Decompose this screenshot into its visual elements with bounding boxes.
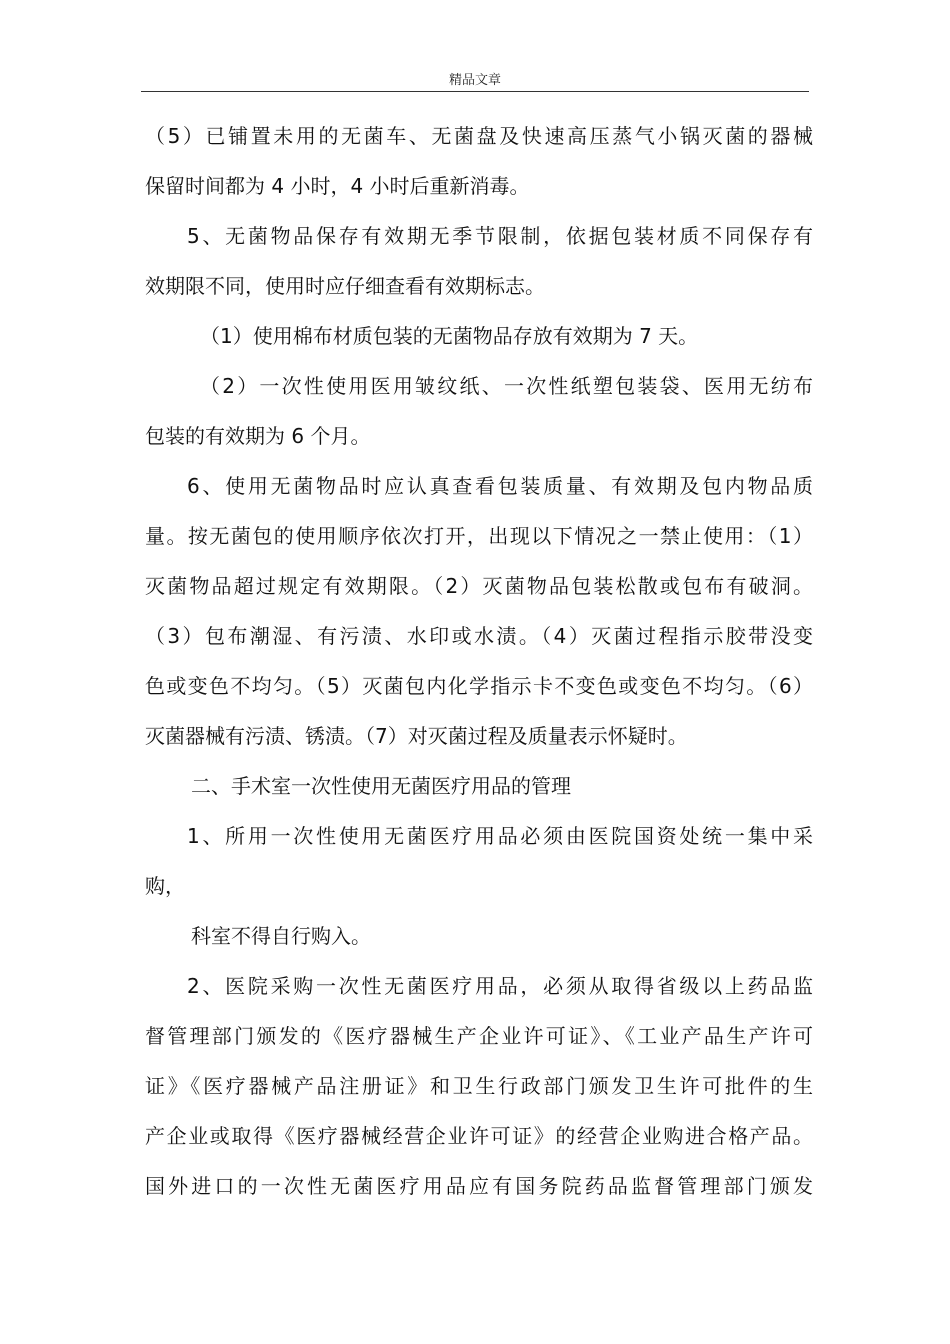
text-line: 产企业或取得《医疗器械经营企业许可证》的经营企业购进合格产品。: [145, 1124, 813, 1148]
section-heading: 二、手术室一次性使用无菌医疗用品的管理: [191, 774, 571, 798]
text-line: 2、医院采购一次性无菌医疗用品，必须从取得省级以上药品监: [187, 974, 813, 998]
page-header: 精品文章: [448, 73, 501, 88]
text-line: 证》《医疗器械产品注册证》和卫生行政部门颁发卫生许可批件的生: [145, 1074, 813, 1098]
text-line: （2）一次性使用医用皱纹纸、一次性纸塑包装袋、医用无纺布: [200, 374, 813, 398]
text-line: 科室不得自行购入。: [191, 924, 371, 948]
document-body: [145, 116, 813, 1216]
text-line: 色或变色不均匀。（5）灭菌包内化学指示卡不变色或变色不均匀。（6）: [145, 674, 813, 698]
text-line: （5）已铺置未用的无菌车、无菌盘及快速高压蒸气小锅灭菌的器械: [145, 124, 813, 148]
text-line: 1、所用一次性使用无菌医疗用品必须由医院国资处统一集中采: [187, 824, 813, 848]
text-line: （3）包布潮湿、有污渍、水印或水渍。（4）灭菌过程指示胶带没变: [145, 624, 813, 648]
text-line: 量。按无菌包的使用顺序依次打开，出现以下情况之一禁止使用：（1）: [145, 524, 813, 548]
text-line: 督管理部门颁发的《医疗器械生产企业许可证》、《工业产品生产许可: [145, 1024, 813, 1048]
text-line: 灭菌器械有污渍、锈渍。（7）对灭菌过程及质量表示怀疑时。: [145, 724, 688, 748]
text-line: 灭菌物品超过规定有效期限。（2）灭菌物品包装松散或包布有破洞。: [145, 574, 813, 598]
text-line: （1）使用棉布材质包装的无菌物品存放有效期为 7 天。: [200, 324, 699, 348]
text-line: 5、无菌物品保存有效期无季节限制，依据包装材质不同保存有: [187, 224, 813, 248]
text-line: 保留时间都为 4 小时，4 小时后重新消毒。: [145, 174, 530, 198]
text-line: 购，: [145, 874, 185, 898]
text-line: 效期限不同，使用时应仔细查看有效期标志。: [145, 274, 545, 298]
text-line: 国外进口的一次性无菌医疗用品应有国务院药品监督管理部门颁发: [145, 1174, 813, 1198]
text-line: 包装的有效期为 6 个月。: [145, 424, 371, 448]
header-divider: [141, 91, 809, 92]
text-line: 6、使用无菌物品时应认真查看包装质量、有效期及包内物品质: [187, 474, 813, 498]
